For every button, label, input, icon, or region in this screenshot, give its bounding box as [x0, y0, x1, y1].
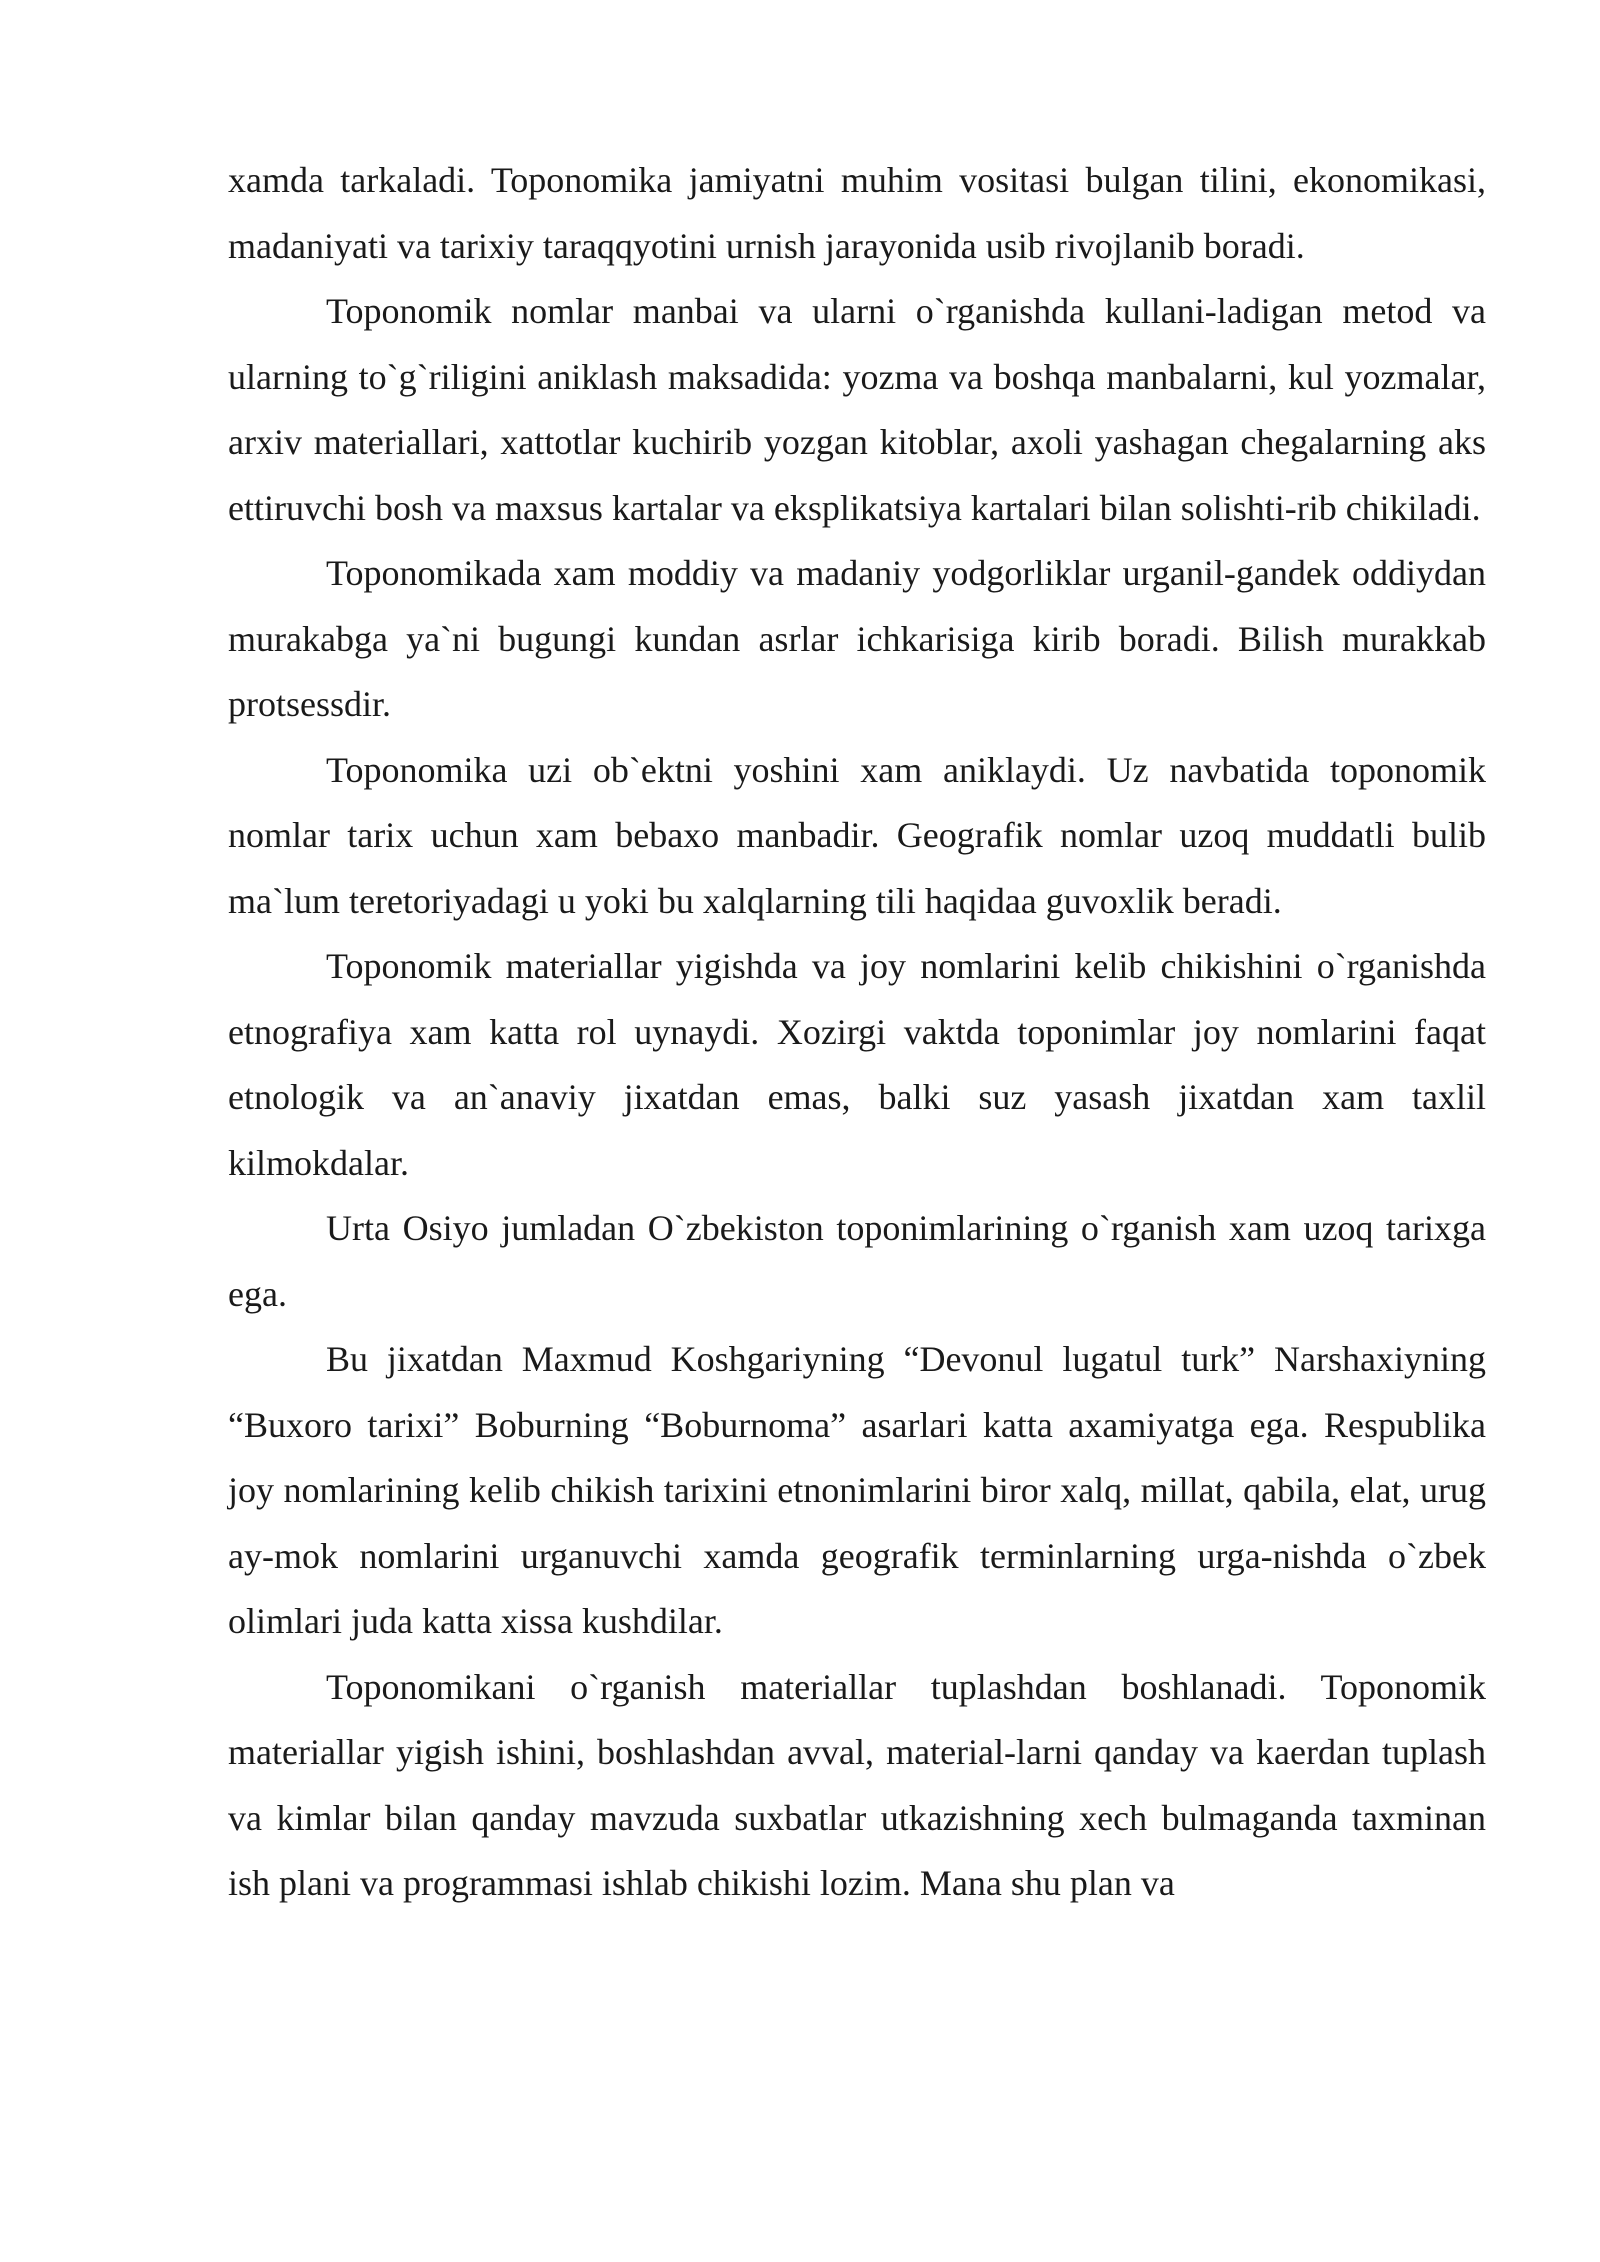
paragraph-5: Toponomik materiallar yigishda va joy nomlarini kelib chikishini o`rganishda etnografiya xam katta rol uynaydi. Xozirgi vaktda toponimlar joy nomlarini faqat etnologik va an`anaviy jixatdan emas, balki suz yasash jixatdan xam taxlil kilmokdalar.	[228, 946, 1486, 1183]
document-body	[228, 148, 1486, 1917]
paragraph-2: Toponomik nomlar manbai va ularni o`rganishda kullani-ladigan metod va ularning to`g`riligini aniklash maksadida: yozma va boshqa manbalarni, kul yozmalar, arxiv materiallari, xattotlar kuchirib yozgan kitoblar, axoli yashagan chegalarning aks ettiruvchi bosh va maxsus kartalar va eksplikatsiya kartalari bilan solishti-rib chikiladi.	[228, 291, 1486, 528]
paragraph-7: Bu jixatdan Maxmud Koshgariyning “Devonul lugatul turk” Narshaxiyning “Buxoro tarixi” Boburning “Boburnoma” asarlari katta axamiyatga ega. Respublika joy nomlarining kelib chikish tarixini etnonimlarini biror xalq, millat, qabila, elat, urug ay-mok nomlarini urganuvchi xamda geografik terminlarning urga-nishda o`zbek olimlari juda katta xissa kushdilar.	[228, 1339, 1486, 1641]
paragraph-4: Toponomika uzi ob`ektni yoshini xam aniklaydi. Uz navbatida toponomik nomlar tarix uchun xam bebaxo manbadir. Geografik nomlar uzoq muddatli bulib ma`lum teretoriyadagi u yoki bu xalqlarning tili haqidaa guvoxlik beradi.	[228, 749, 1486, 921]
paragraph-1: xamda tarkaladi. Toponomika jamiyatni muhim vositasi bulgan tilini, ekonomikasi, madaniyati va tarixiy taraqqyotini urnish jarayonida usib rivojlanib boradi.	[228, 160, 1486, 266]
paragraph-8: Toponomikani o`rganish materiallar tuplashdan boshlanadi. Toponomik materiallar yigish ishini, boshlashdan avval, material-larni qanday va kaerdan tuplash va kimlar bilan qanday mavzuda suxbatlar utkazishning xech bulmaganda taxminan ish plani va programmasi ishlab chikishi lozim. Mana shu plan va	[228, 1666, 1486, 1903]
paragraph-3: Toponomikada xam moddiy va madaniy yodgorliklar urganil-gandek oddiydan murakabga ya`ni bugungi kundan asrlar ichkarisiga kirib boradi. Bilish murakkab protsessdir.	[228, 553, 1486, 724]
paragraph-6: Urta Osiyo jumladan O`zbekiston toponimlarining o`rganish xam uzoq tarixga ega.	[228, 1208, 1486, 1314]
